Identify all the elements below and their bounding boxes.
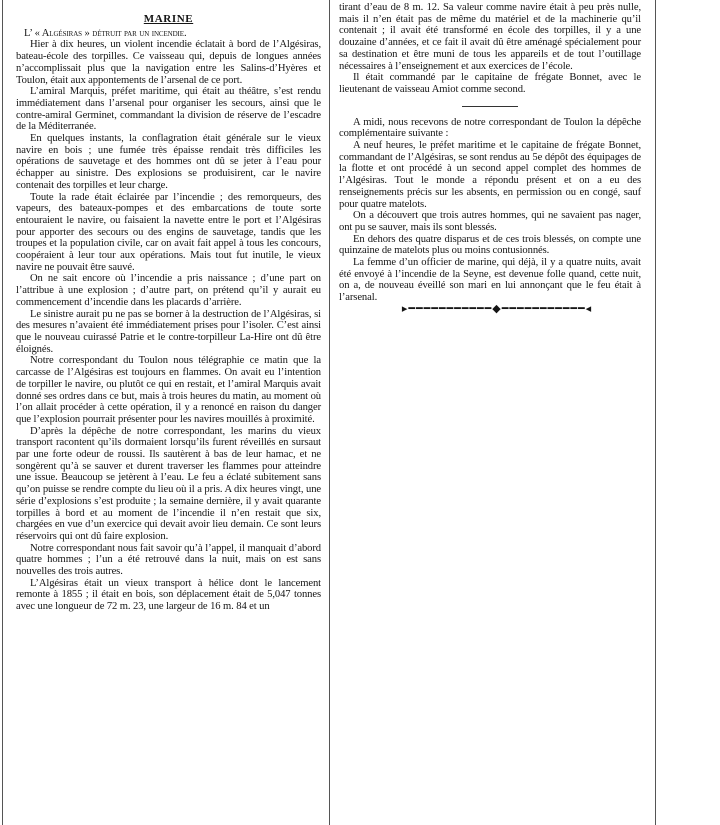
column-rule-middle xyxy=(329,0,330,825)
article-paragraph: Notre correspondant nous fait savoir qu’à l’appel, il manquait d’abord quatre hommes ; l’un a été retrouvé dans la nuit, mais on est sans nouvelles des trois autres. xyxy=(16,542,321,578)
right-column xyxy=(339,2,641,316)
column-rule-left xyxy=(2,0,3,825)
article-paragraph: A midi, nous recevons de notre correspondant de Toulon la dépêche complémentaire suivante : xyxy=(339,116,641,140)
article-paragraph: D’après la dépêche de notre correspondant, les marins du vieux transport racontent qu’ils dormaient lorsqu’ils furent réveillés en sursaut par une forte odeur de roussi. Ils sautèrent à bas de leur hamac, et ne songèrent qu’à se sauver et durent traverser les flammes pour atteindre une issue. Beaucoup se jetèrent à l’eau. Le feu a éclaté subitement sans qu’on puisse se rendre compte du lieu où il a pris. A dix heures vingt, une série d’explosions s’est produite ; la semaine dernière, il y avait quarante torpilles à bord et au moment de l’incendie il n’en restait que six, chargées en vue d’un exercice qui devait avoir lieu demain. Ce sont leurs réservoirs qui ont dû faire explosion. xyxy=(16,425,321,542)
article-paragraph: L’amiral Marquis, préfet maritime, qui était au théâtre, s’est rendu immédiatement dans l’arsenal pour organiser les secours, ainsi que le contre-amiral Germinet, commandant la division de réserve de l’escadre de la Méditerranée. xyxy=(16,86,321,133)
article-paragraph: A neuf heures, le préfet maritime et le capitaine de frégate Bonnet, commandant de l’Algésiras, se sont rendus au 5e dépôt des équipages de la flotte et ont procédé à un second appel complet des hommes de l’Algésiras. Tout le monde a répondu présent et on a eu des renseignements précis sur les absents, en permission ou en congé, sauf pour quatre matelots. xyxy=(339,140,641,210)
section-title: MARINE xyxy=(143,13,194,25)
article-paragraph: En dehors des quatre disparus et de ces trois blessés, on compte une quinzaine de matelots plus ou moins contusionnés. xyxy=(339,233,641,257)
article-paragraph: On a découvert que trois autres hommes, qui ne savaient pas nager, ont pu se sauver, mais ils sont blessés. xyxy=(339,210,641,233)
article-paragraph: Hier à dix heures, un violent incendie éclatait à bord de l’Algésiras, bateau-école des torpilles. Ce vaisseau qui, depuis de longues années n’accomplissait plus que la navigation entre les Salins-d’Hyères et Toulon, était aux appontements de l’arsenal de ce port. xyxy=(16,39,321,86)
left-column xyxy=(16,2,321,613)
article-paragraph: L’Algésiras était un vieux transport à hélice dont le lancement remonte à 1855 ; il était en bois, son déplacement était de 5,047 tonnes avec une longueur de 72 m. 23, une largeur de 16 m. 84 et un xyxy=(16,577,321,613)
article-paragraph: La femme d’un officier de marine, qui déjà, il y a quatre nuits, avait été envoyé à l’incendie de la Seyne, est devenue folle quand, cette nuit, on a, de nouveau éveillé son mari en lui annonçant que le feu était à l’arsenal. xyxy=(339,257,641,304)
article-paragraph: Le sinistre aurait pu ne pas se borner à la destruction de l’Algésiras, si des mesures n’avaient été immédiatement prises pour l’isoler. C’est ainsi que le nouveau cuirassé Patrie et le contre-torpilleur La-Hire ont dû être éloignés. xyxy=(16,308,321,355)
paragraph-divider xyxy=(462,106,518,107)
article-headline: L’ « Algésiras » détruit par un incendie. xyxy=(24,27,187,39)
column-rule-right xyxy=(655,0,656,825)
article-paragraph: Il était commandé par le capitaine de frégate Bonnet, avec le lieutenant de vaisseau Amiot comme second. xyxy=(339,72,641,95)
article-paragraph: On ne sait encore où l’incendie a pris naissance ; d’une part on l’attribue à une explosion ; d’autre part, on prétend qu’il y aurait eu commencement d’incendie dans les placards d’arrière. xyxy=(16,273,321,308)
article-paragraph: En quelques instants, la conflagration était générale sur le vieux navire en bois ; une fumée très épaisse rendait très difficiles les opérations de sauvetage et des hommes ont dû se jeter à l’eau pour échapper au sinistre. Des explosions se produisirent, car le navire contenait des torpilles et leur charge. xyxy=(16,133,321,191)
article-paragraph: Notre correspondant du Toulon nous télégraphie ce matin que la carcasse de l’Algésiras est toujours en flammes. On avait eu l’intention de torpiller le navire, ou plutôt ce qui en restait, et l’amiral Marquis avait donné ses ordres dans ce but, mais à trois heures du matin, au moment où l’on allait procéder à cette opération, il y a renoncé en raison du danger que l’explosion pourrait présenter pour les navires mouillés à proximité. xyxy=(16,355,321,425)
end-ornament: ▸━━━━━━━━━━━◆━━━━━━━━━━━◂ xyxy=(401,302,593,315)
article-paragraph: Toute la rade était éclairée par l’incendie ; des remorqueurs, des vapeurs, des bateaux-pompes et des embarcations de toute sorte entouraient le navire, ou faisaient la navette entre le port et l’Algésiras pour apporter des secours ou des engins de sauvetage, tandis que les troupes et la population civile, car on avait fait appel à tous les concours, coopéraient à leur tour aux opérations. Mais tout fut inutile, le vieux navire ne pouvait être sauvé. xyxy=(16,191,321,273)
article-paragraph-continued: tirant d’eau de 8 m. 12. Sa valeur comme navire était à peu près nulle, mais il n’en était pas de même du matériel et de la machinerie qu’il contenait ; il avait été transformé en école des torpilles, il y a une douzaine d’années, et ce fait il avait dû être aménagé spécialement pour sa destination et être muni de tous les appareils et de tout l’outillage nécessaires à l’enseignement et aux exercices de l’école. xyxy=(339,2,641,72)
